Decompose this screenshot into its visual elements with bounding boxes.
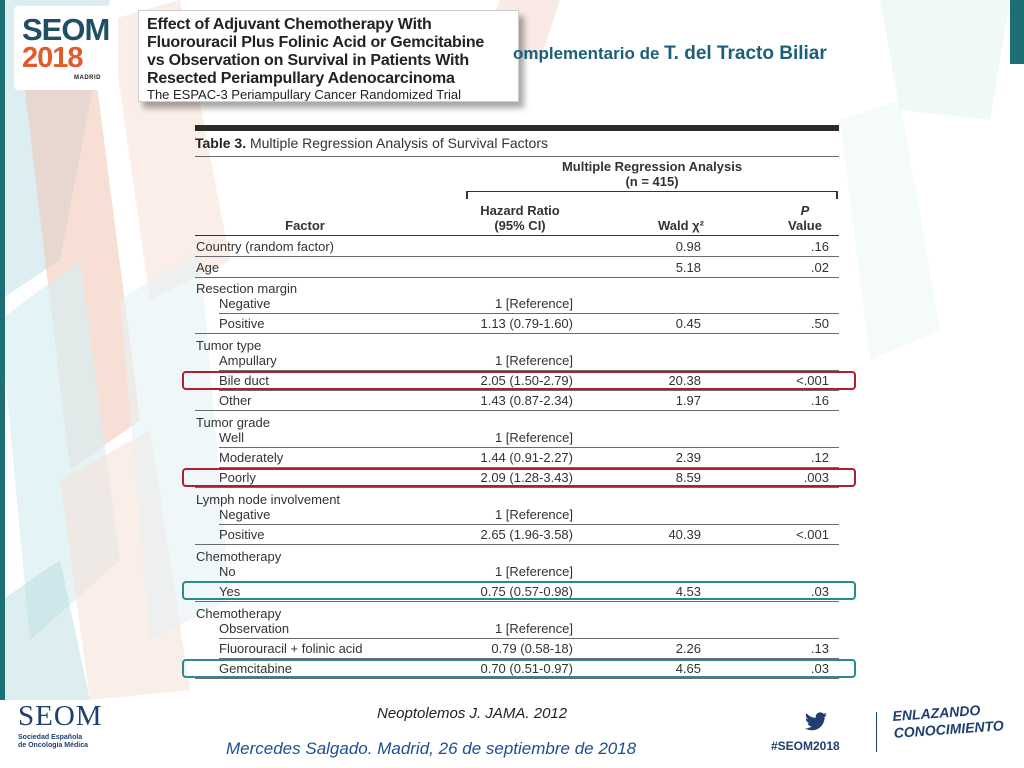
cell-p-value: .13 [810, 641, 829, 656]
col-header-p-line: P [800, 203, 810, 218]
cell-wald: 5.18 [675, 260, 701, 275]
cell-factor: Observation [219, 621, 290, 636]
cell-hazard-ratio: 1 [Reference] [494, 430, 573, 445]
seom-2018-logo [14, 6, 118, 90]
cell-factor: Other [219, 393, 252, 408]
col-header-hr-line: Hazard Ratio [480, 203, 560, 218]
cell-wald: 4.65 [675, 661, 701, 676]
cell-factor: Moderately [219, 450, 284, 465]
table-caption [195, 135, 548, 151]
article-title-line: Fluorouracil Plus Folinic Acid or Gemcitabine [147, 34, 485, 51]
article-title-image [138, 10, 519, 102]
cell-factor: Well [219, 430, 245, 445]
seom-footer-logo [18, 700, 128, 760]
row-divider [195, 678, 839, 679]
row-divider [195, 544, 839, 545]
cell-factor: Negative [219, 507, 271, 522]
tagline-line: CONOCIMIENTO [893, 717, 1005, 741]
cell-wald: 2.39 [675, 450, 701, 465]
cell-factor: Yes [219, 584, 241, 599]
group-header-title: Multiple Regression Analysis [561, 159, 743, 174]
table-row [195, 257, 839, 277]
table-group-header [467, 159, 837, 189]
cell-factor: Positive [219, 527, 265, 542]
cell-hazard-ratio: 0.79 (0.58-18) [491, 641, 573, 656]
highlight-chemo-yes [182, 581, 856, 600]
cell-factor: Bile duct [219, 373, 269, 388]
cell-p-value: .03 [810, 661, 829, 676]
highlight-poorly [182, 468, 856, 487]
table-caption-text: Multiple Regression Analysis of Survival Factors [249, 135, 548, 151]
row-divider [195, 601, 839, 602]
cell-p-value: .03 [810, 584, 829, 599]
cell-factor: Tumor type [196, 338, 262, 353]
left-accent-bar [0, 0, 5, 700]
cell-hazard-ratio: 0.70 (0.51-0.97) [480, 661, 573, 676]
table-row [195, 524, 839, 544]
slide-title-part: omplementario [513, 44, 635, 63]
cell-hazard-ratio: 1.43 (0.87-2.34) [480, 393, 573, 408]
highlight-gemcitabine [182, 659, 856, 678]
seom-footer-subtitle [18, 734, 88, 750]
cell-wald: 2.26 [675, 641, 701, 656]
table-row [195, 293, 839, 313]
article-title [147, 16, 519, 88]
group-header-n: (n = 415) [625, 174, 679, 189]
cell-factor: Age [196, 260, 220, 275]
table-row [195, 638, 839, 658]
logo-year-text: 2018 [22, 42, 83, 74]
seom-sub-line: Sociedad Española [18, 734, 83, 741]
article-title-line: Resected Periampullary Adenocarcinoma [147, 70, 455, 87]
group-bracket-right [836, 191, 838, 199]
cell-hazard-ratio: 2.65 (1.96-3.58) [480, 527, 573, 542]
tagline-line: ENLAZANDO [892, 701, 981, 724]
col-header-hr-line: (95% CI) [494, 218, 546, 233]
footer-separator [876, 712, 877, 752]
logo-seom-text: SEOM [22, 12, 110, 47]
cell-p-value: .003 [803, 470, 829, 485]
cell-p-value: .12 [810, 450, 829, 465]
logo-city-text: MADRID [74, 75, 101, 81]
table-caption-rule [195, 156, 839, 157]
cell-factor: Fluorouracil + folinic acid [219, 641, 363, 656]
cell-p-value: .16 [810, 239, 829, 254]
right-accent-bar [1010, 0, 1024, 64]
cell-wald: 0.98 [675, 239, 701, 254]
cell-hazard-ratio: 1 [Reference] [494, 507, 573, 522]
cell-factor: Negative [219, 296, 271, 311]
cell-factor: Gemcitabine [219, 661, 292, 676]
group-bracket-left [466, 191, 468, 199]
cell-factor: No [219, 564, 236, 579]
cell-hazard-ratio: 1 [Reference] [494, 353, 573, 368]
col-header-factor: Factor [285, 218, 325, 233]
cell-factor: Chemotherapy [196, 606, 282, 621]
table-row [195, 236, 839, 256]
table-row [195, 390, 839, 410]
author-line: Mercedes Salgado. Madrid, 26 de septiembre de 2018 [226, 739, 637, 758]
table-caption-label: Table 3. [195, 135, 247, 151]
cell-hazard-ratio: 1 [Reference] [494, 296, 573, 311]
cell-p-value: .02 [810, 260, 829, 275]
cell-factor: Country (random factor) [196, 239, 334, 254]
slide-title [513, 43, 827, 65]
slide-title-part: de [634, 44, 665, 63]
cell-factor: Chemotherapy [196, 549, 282, 564]
highlight-bile-duct [182, 371, 856, 390]
cell-hazard-ratio: 1 [Reference] [494, 564, 573, 579]
cell-wald: 4.53 [675, 584, 701, 599]
table-row [195, 427, 839, 447]
table-row [195, 618, 839, 638]
col-header-wald: Wald χ² [658, 218, 704, 233]
col-header-p-line: Value [788, 218, 822, 233]
cell-factor: Ampullary [219, 353, 277, 368]
cell-factor: Poorly [219, 470, 256, 485]
cell-factor: Positive [219, 316, 265, 331]
cell-hazard-ratio: 1.44 (0.91-2.27) [480, 450, 573, 465]
table-row [195, 561, 839, 581]
cell-factor: Lymph node involvement [196, 492, 341, 507]
table-row [195, 313, 839, 333]
table-top-rule [195, 125, 839, 131]
slide-title-part: T. del Tracto Biliar [664, 43, 827, 64]
col-header-p-value [775, 203, 835, 233]
cell-hazard-ratio: 2.05 (1.50-2.79) [480, 373, 573, 388]
article-title-line: vs Observation on Survival in Patients With [147, 52, 470, 69]
row-divider [195, 487, 839, 488]
seom-footer-word: SEOM [18, 700, 103, 732]
table-row [195, 350, 839, 370]
cell-p-value: .16 [810, 393, 829, 408]
cell-p-value: <.001 [796, 373, 829, 388]
citation: Neoptolemos J. JAMA. 2012 [377, 705, 568, 722]
cell-hazard-ratio: 1 [Reference] [494, 621, 573, 636]
cell-hazard-ratio: 1.13 (0.79-1.60) [480, 316, 573, 331]
cell-wald: 0.45 [675, 316, 701, 331]
row-divider [195, 410, 839, 411]
row-divider [195, 333, 839, 334]
cell-wald: 8.59 [675, 470, 701, 485]
cell-factor: Tumor grade [196, 415, 270, 430]
table-row [195, 504, 839, 524]
cell-hazard-ratio: 0.75 (0.57-0.98) [480, 584, 573, 599]
article-subtitle: The ESPAC-3 Periampullary Cancer Randomized Trial [147, 87, 462, 102]
cell-hazard-ratio: 2.09 (1.28-3.43) [480, 470, 573, 485]
cell-wald: 40.39 [668, 527, 701, 542]
article-title-line: Effect of Adjuvant Chemotherapy With [147, 16, 432, 33]
cell-wald: 20.38 [668, 373, 701, 388]
hashtag: #SEOM2018 [771, 739, 840, 753]
col-header-hazard-ratio [465, 203, 575, 233]
twitter-bird-icon [804, 712, 828, 732]
cell-wald: 1.97 [675, 393, 701, 408]
table-row [195, 447, 839, 467]
cell-p-value: .50 [810, 316, 829, 331]
seom-sub-line: de Oncología Médica [18, 742, 89, 749]
cell-p-value: <.001 [796, 527, 829, 542]
group-header-rule [467, 191, 837, 192]
cell-factor: Resection margin [196, 281, 298, 296]
